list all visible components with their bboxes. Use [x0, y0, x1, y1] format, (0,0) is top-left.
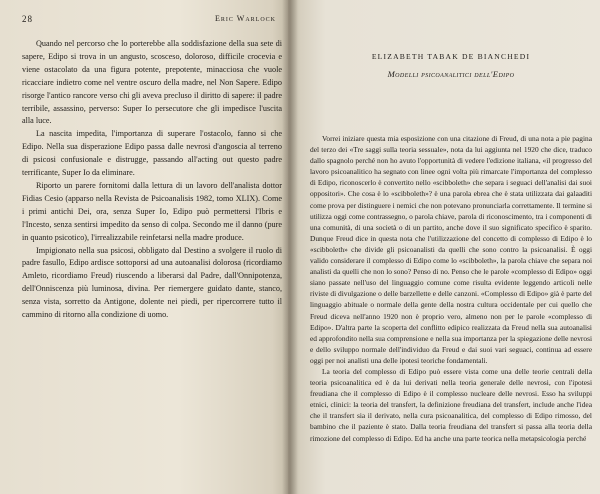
paragraph: La nascita impedita, l'importanza di superare l'ostacolo, fanno si che Edipo. Nella sua disperazione Edipo passa dalle nevrosi d'angoscia al terreno di psicosi confusionale e distrugge, passando all'acting out questo padre terrificante, Super Io da eliminare. [22, 129, 282, 178]
running-head-title: Eric Warlock [215, 14, 276, 23]
right-body-text [310, 133, 592, 444]
article-title: Modelli psicoanalitici dell'Edipo [387, 69, 515, 79]
page-number: 28 [22, 14, 33, 24]
right-page [288, 0, 600, 494]
left-body-text [22, 38, 282, 322]
paragraph: La teoria del complesso di Edipo può essere vista come una delle teorie centrali della teoria psicoanalitica ed è da lui derivati nella teoria generale delle nevrosi, con l'ipotesi freudiana che il complesso di Edipo è il complesso nucleare delle nevrosi. Esso ha sviluppi etnici, clinici: la teoria del transfert, la definizione freudiana del transfert, include anche l'idea che il transfert sia il derivato, nella cura psicoanalitica, del complesso di Edipo rimosso, del bambino che il paziente è stato. Dalla teoria freudiana del transfert si passa alla teoria della rimozione del complesso di Edipo. Ed ha anche una parte teorica nella metapsicologia perché [310, 366, 592, 443]
left-running-head [22, 14, 282, 24]
paragraph: Vorrei iniziare questa mia esposizione con una citazione di Freud, di una nota a pie pagina del terzo dei «Tre saggi sulla teoria sessuale», nota da lui aggiunta nel 1920 che dice, traduco dallo spagnolo perché non ho avuto l'opportunità di vedere l'edizione italiana, «il progresso del lavoro psicoanalitico ha segnato con linee ogni volta più rimarcate l'importanza del complesso di Edipo, riconoscerlo è convertito nello «scibboleth» che separa i seguaci dell'analisi dai suoi oppositori». Che cosa è lo «scibboleth»? è una parola ebrea che è stata utilizzata dai galaaditi come prova per distinguere i nemici che non potevano pronunciarla correttamente. Il termine si utilizza oggi come contrassegno, o parola chiave, parola di riconoscimento, tra i componenti di una comunità, di una società o di un partito, anche dove il suo significato specifico è sparito. Dunque Freud dice in questa nota che l'utilizzazione del concetto di complesso di Edipo è lo «scibboleth» che divide gli psicoanalisti da quelli che sono contro la psicoanalisi. È oggi valido considerare il complesso di Edipo come lo «scibboleth», la parola chiave che separa noi analisti da quelli che non lo sono? Penso di no. Penso che le parole «complesso di Edipo» oggi siano passate nell'uso del linguaggio comune come risulta evidente leggendo articoli nelle riviste di divulgazione o delle barzellette e delle canzoni. «Complesso di Edipo» già è parte del linguaggio abituale o normale della gente della nostra cultura occidentale per cui quello che Freud diceva nell'anno 1920 non è proprio vero, almeno non per le parole «complesso di Edipo». D'altra parte la scoperta del conflitto edipico realizzata da Freud nella sua autoanalisi ed approfondito nella sua comprensione e nella sua importanza per la spiegazione delle nevrosi e dello sviluppo normale dell'individuo da Freud e dai suoi vari seguaci, continua ad essere oggi per noi analisti una delle ipotesi teoriche fondamentali. [310, 134, 592, 365]
paragraph: Quando nel percorso che lo porterebbe alla soddisfazione della sua sete di sapere, Edipo si trova in un angusto, scosceso, doloroso, difficile crocevia e viene ostacolato da una figura potente, prepotente, minacciosa che vuole ricacciare indietro come nel ventre oscuro della madre, nel Non Sapere. Edipo risorge l'antico rancore verso chi gli aveva precluso il diritto di sapere: il padre terribile, assassino, perverso: Super Io persecutore che gli impedisce l'uscita alla luce. [22, 39, 282, 126]
paragraph: Riporto un parere fornitomi dalla lettura di un lavoro dell'analista dottor Fidias Cesio (apparso nella Revista de Psicoanalisis 1982, tomo XLIX). Come i primi antichi Dei, ora, senza Super Io, Edipo può permettersi l'Ibris e l'Incesto, senza sentirsi impedito da senso di colpa. Secondo me il danno (pure in quanto psicotico), l'irrealizzabile reinfetarsi nella madre produce. [22, 180, 282, 242]
paragraph: Impigionato nella sua psicosi, obbligato dal Destino a svolgere il ruolo di padre fasullo, Edipo ardisce sottoporsi ad una autoanalisi dolorosa (ricordiamo Amleto, ricordiamo Freud) riuscendo a liberarsi dal Padre, dall'Onnipotenza, dell'Onniscenza più luminosa, divina. Per riemergere guidato dante, stanco, senza vista, sorretto da Antigone, dolente nei piedi, per ripercorrere tutto il cammino di ritorno alla condizione di uomo. [22, 245, 282, 320]
book-gutter [282, 0, 298, 494]
left-page [0, 0, 296, 494]
article-author: ELIZABETH TABAK DE BIANCHEDI [371, 52, 531, 61]
